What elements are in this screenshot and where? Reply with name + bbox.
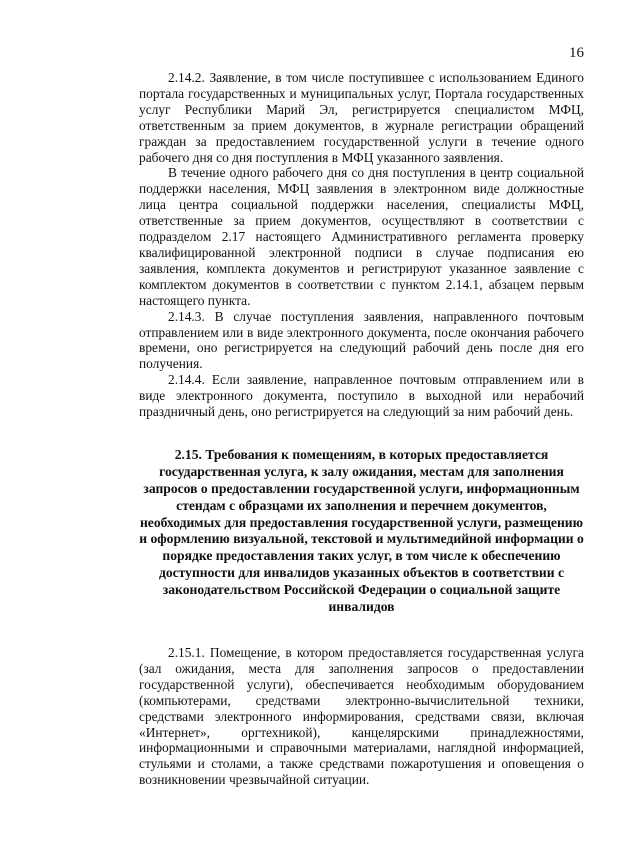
paragraph-2-14-3: 2.14.3. В случае поступления заявления, направленного почтовым отправлением или в виде электронного документа, после окончания рабочего времени, оно регистрируется на следующий рабочий день после дня его получения. [139,308,584,372]
paragraph-2-14-4: 2.14.4. Если заявление, направленное почтовым отправлением или в виде электронного документа, поступило в выходной или нерабочий праздничный день, оно регистрируется на следующий за ним рабочий день. [139,372,584,420]
paragraph-2-15-1: 2.15.1. Помещение, в котором предоставляется государственная услуга (зал ожидания, места для заполнения запросов о предоставлении государственной услуги), обеспечивается необходимым оборудованием (компьютерами, средствами электронно-вычислительной техники, средствами электронного информирования, средствами связи, включая «Интернет», оргтехникой), канцелярскими принадлежностями, информационными и справочными материалами, наглядной информацией, стульями и столами, а также средствами пожаротушения и оповещения о возникновении чрезвычайной ситуации. [139,645,584,788]
page-number: 16 [569,45,584,61]
paragraph-electronic-registration: В течение одного рабочего дня со дня поступления в центр социальной поддержки населения, МФЦ заявления в электронном виде должностные лица центра социальной поддержки населения, специалисты МФЦ, ответственные за прием документов, осуществляют в соответствии с подразделом 2.17 настоящего Административного регламента проверку квалифицированной электронной подписи в случае подписания ею заявления, комплекта документов и регистрируют указанное заявление с комплектом документов в соответствии с пунктом 2.14.1, абзацем первым настоящего пункта. [139,165,584,308]
section-heading-2-15: 2.15. Требования к помещениям, в которых предоставляется государственная услуга, к залу ожидания, местам для заполнения запросов о предоставлении государственной услуги, информационным стендам с образцами их заполнения и перечнем документов, необходимых для предоставления государственной услуги, размещению и оформлению визуальной, текстовой и мультимедийной информации о порядке предоставления таких услуг, в том числе к обеспечению доступности для инвалидов указанных объектов в соответствии с законодательством Российской Федерации о социальной защите инвалидов [139,446,584,615]
document-body [139,70,584,788]
paragraph-2-14-2: 2.14.2. Заявление, в том числе поступившее с использованием Единого портала государственных и муниципальных услуг, Портала государственных услуг Республики Марий Эл, регистрируется специалистом МФЦ, ответственным за прием документов, в журнале регистрации обращений граждан за предоставлением государственной услуги в течение одного рабочего дня со дня поступления в МФЦ указанного заявления. [139,70,584,165]
